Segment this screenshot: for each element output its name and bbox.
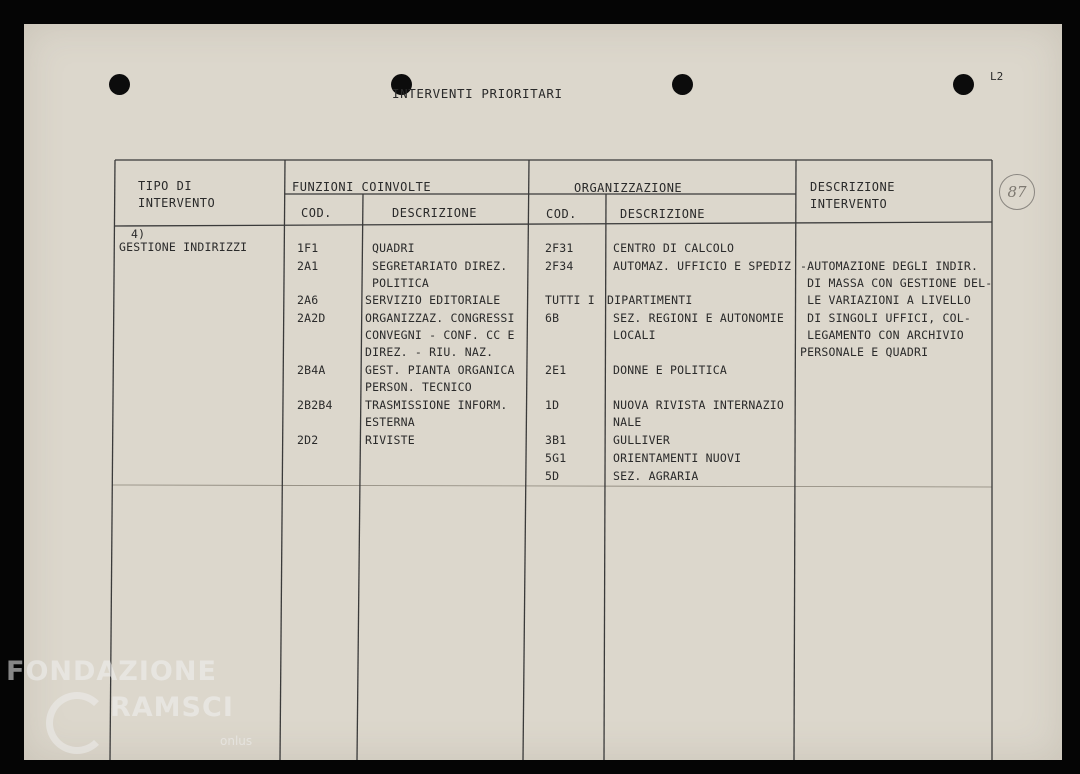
descrizione-intervento-cell: LE VARIAZIONI A LIVELLO bbox=[800, 293, 971, 307]
funzioni-descrizione-cell: ESTERNA bbox=[365, 415, 415, 429]
organizzazione-cod-cell: TUTTI I bbox=[545, 293, 595, 307]
header-tipo-line2: INTERVENTO bbox=[138, 196, 216, 210]
header-tipo-line1: TIPO DI bbox=[138, 179, 193, 193]
funzioni-descrizione-cell: POLITICA bbox=[372, 276, 429, 290]
watermark-line2: RAMSCI bbox=[110, 692, 234, 723]
funzioni-descrizione-cell: DIREZ. - RIU. NAZ. bbox=[365, 345, 494, 359]
header-descrizione-line2: INTERVENTO bbox=[810, 197, 888, 211]
organizzazione-descrizione-cell: CENTRO DI CALCOLO bbox=[613, 241, 735, 255]
header-funzioni: FUNZIONI COINVOLTE bbox=[292, 180, 432, 194]
organizzazione-cod-cell: 2E1 bbox=[545, 363, 567, 377]
gramsci-logo-icon bbox=[46, 692, 108, 754]
row-number: 4) bbox=[131, 227, 146, 241]
descrizione-intervento-cell: LEGAMENTO CON ARCHIVIO bbox=[800, 328, 964, 342]
funzioni-cod-cell: 2A6 bbox=[297, 293, 319, 307]
organizzazione-cod-cell: 2F34 bbox=[545, 259, 574, 273]
organizzazione-cod-cell: 1D bbox=[545, 398, 560, 412]
funzioni-cod-cell: 2D2 bbox=[297, 433, 319, 447]
circled-page-number: 87 bbox=[999, 174, 1035, 210]
organizzazione-cod-cell: 3B1 bbox=[545, 433, 567, 447]
descrizione-intervento-cell: -AUTOMAZIONE DEGLI INDIR. bbox=[800, 259, 979, 273]
organizzazione-descrizione-cell: NALE bbox=[613, 415, 642, 429]
funzioni-descrizione-cell: SEGRETARIATO DIREZ. bbox=[372, 259, 508, 273]
funzioni-descrizione-cell: TRASMISSIONE INFORM. bbox=[365, 398, 508, 412]
organizzazione-cod-cell: 2F31 bbox=[545, 241, 574, 255]
watermark-line3: onlus bbox=[220, 734, 253, 748]
organizzazione-descrizione-cell: SEZ. REGIONI E AUTONOMIE bbox=[613, 311, 784, 325]
organizzazione-descrizione-cell: NUOVA RIVISTA INTERNAZIO bbox=[613, 398, 784, 412]
funzioni-cod-cell: 1F1 bbox=[297, 241, 319, 255]
descrizione-intervento-cell: DI MASSA CON GESTIONE DEL- bbox=[800, 276, 993, 290]
organizzazione-descrizione-cell: GULLIVER bbox=[613, 433, 670, 447]
header-funzioni-descrizione: DESCRIZIONE bbox=[392, 206, 477, 220]
funzioni-cod-cell: 2B2B4 bbox=[297, 398, 333, 412]
header-org-descrizione: DESCRIZIONE bbox=[620, 207, 705, 221]
organizzazione-descrizione-cell: AUTOMAZ. UFFICIO E SPEDIZ bbox=[613, 259, 792, 273]
header-funzioni-cod: COD. bbox=[301, 206, 332, 220]
organizzazione-cod-cell: 5G1 bbox=[545, 451, 567, 465]
funzioni-descrizione-cell: SERVIZIO EDITORIALE bbox=[365, 293, 501, 307]
organizzazione-descrizione-cell: DIPARTIMENTI bbox=[607, 293, 693, 307]
funzioni-descrizione-cell: RIVISTE bbox=[365, 433, 415, 447]
organizzazione-descrizione-cell: SEZ. AGRARIA bbox=[613, 469, 699, 483]
organizzazione-descrizione-cell: DONNE E POLITICA bbox=[613, 363, 727, 377]
page-title: INTERVENTI PRIORITARI bbox=[392, 86, 563, 101]
organizzazione-descrizione-cell: ORIENTAMENTI NUOVI bbox=[613, 451, 742, 465]
funzioni-descrizione-cell: ORGANIZZAZ. CONGRESSI bbox=[365, 311, 515, 325]
funzioni-cod-cell: 2B4A bbox=[297, 363, 326, 377]
row-tipo-intervento: GESTIONE INDIRIZZI bbox=[119, 240, 248, 254]
organizzazione-descrizione-cell: LOCALI bbox=[613, 328, 656, 342]
organizzazione-cod-cell: 6B bbox=[545, 311, 560, 325]
organizzazione-cod-cell: 5D bbox=[545, 469, 560, 483]
header-org-cod: COD. bbox=[546, 207, 577, 221]
descrizione-intervento-cell: PERSONALE E QUADRI bbox=[800, 345, 929, 359]
funzioni-cod-cell: 2A2D bbox=[297, 311, 326, 325]
watermark-line1: FONDAZIONE bbox=[6, 656, 217, 687]
table-grid bbox=[24, 24, 1062, 760]
funzioni-cod-cell: 2A1 bbox=[297, 259, 319, 273]
funzioni-descrizione-cell: GEST. PIANTA ORGANICA bbox=[365, 363, 515, 377]
descrizione-intervento-cell: DI SINGOLI UFFICI, COL- bbox=[800, 311, 971, 325]
header-organizzazione: ORGANIZZAZIONE bbox=[574, 181, 683, 195]
funzioni-descrizione-cell: CONVEGNI - CONF. CC E bbox=[365, 328, 515, 342]
funzioni-descrizione-cell: PERSON. TECNICO bbox=[365, 380, 472, 394]
funzioni-descrizione-cell: QUADRI bbox=[372, 241, 415, 255]
page-reference: L2 bbox=[990, 70, 1004, 83]
header-descrizione-line1: DESCRIZIONE bbox=[810, 180, 895, 194]
document-sheet bbox=[24, 24, 1062, 760]
